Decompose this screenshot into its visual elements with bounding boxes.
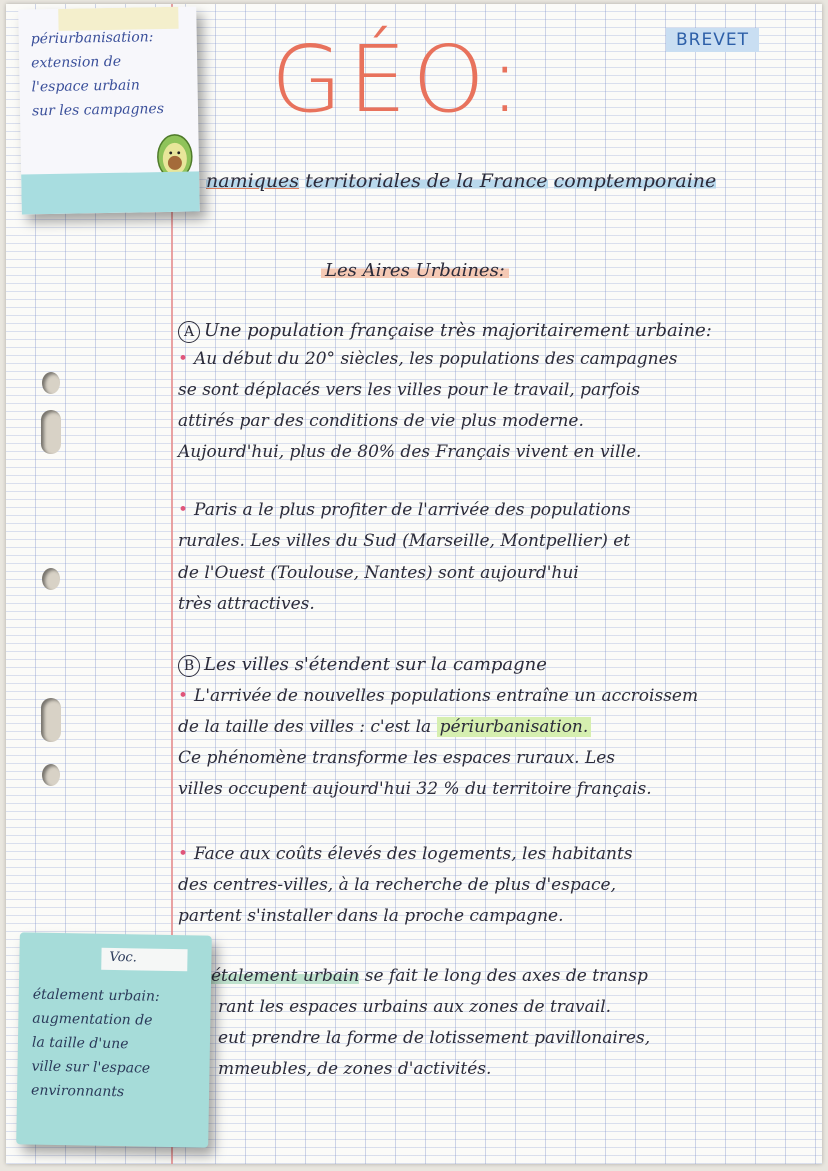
text-line: • Au début du 20° siècles, les populations des campagnes bbox=[178, 349, 678, 369]
text-line: Aujourd'hui, plus de 80% des Français vivent en ville. bbox=[178, 442, 642, 462]
text-line: villes occupent aujourd'hui 32 % du territoire français. bbox=[178, 779, 652, 799]
binder-hole bbox=[41, 410, 61, 454]
text-line: • Face aux coûts élevés des logements, les habitants bbox=[178, 844, 633, 864]
text-line: rurales. Les villes du Sud (Marseille, Montpellier) et bbox=[178, 531, 631, 551]
text-line: • L'arrivée de nouvelles populations entraîne un accroissem bbox=[178, 686, 699, 706]
page-title: GÉO: bbox=[271, 26, 527, 133]
text-line: se sont déplacés vers les villes pour le travail, parfois bbox=[178, 380, 640, 400]
binder-hole bbox=[42, 568, 60, 590]
text-line: attirés par des conditions de vie plus moderne. bbox=[178, 411, 584, 431]
text-line: partent s'installer dans la proche campagne. bbox=[178, 906, 564, 926]
text-line: de la taille des villes : c'est la périurbanisation. bbox=[178, 717, 591, 737]
subtitle: namiques territoriales de la France comptemporaine bbox=[206, 170, 717, 192]
etalement-highlight: étalement urbain bbox=[211, 966, 360, 986]
periurbanisation-highlight: périurbanisation. bbox=[437, 717, 592, 737]
section-title: Les Aires Urbaines: bbox=[321, 260, 509, 281]
text-line: eut prendre la forme de lotissement pavillonaires, bbox=[218, 1028, 651, 1048]
text-line: très attractives. bbox=[178, 594, 315, 614]
brevet-tag: BREVET bbox=[666, 28, 759, 52]
binder-hole bbox=[42, 372, 60, 394]
text-line: mmeubles, de zones d'activités. bbox=[218, 1059, 492, 1079]
part-b-heading: B Les villes s'étendent sur la campagne bbox=[178, 654, 547, 677]
binder-hole bbox=[41, 698, 61, 742]
text-line: étalement urbain se fait le long des axes de transp bbox=[211, 966, 648, 986]
tape bbox=[58, 7, 178, 31]
text-line: des centres-villes, à la recherche de plus d'espace, bbox=[178, 875, 616, 895]
text-line: de l'Ouest (Toulouse, Nantes) sont aujourd'hui bbox=[178, 563, 579, 583]
text-line: Ce phénomène transforme les espaces ruraux. Les bbox=[178, 748, 616, 768]
sticky-note-vocabulary: Voc. étalement urbain: augmentation de la taille d'une ville sur l'espace environnants bbox=[16, 932, 212, 1147]
tape bbox=[21, 171, 200, 214]
text-line: rant les espaces urbains aux zones de travail. bbox=[218, 997, 612, 1017]
sticky-note-periurbanisation: périurbanisation: extension de l'espace urbain sur les campagnes bbox=[18, 6, 200, 214]
part-a-heading: A Une population française très majoritairement urbaine: bbox=[178, 320, 712, 343]
binder-hole bbox=[42, 764, 60, 786]
text-line: • Paris a le plus profiter de l'arrivée des populations bbox=[178, 500, 631, 520]
